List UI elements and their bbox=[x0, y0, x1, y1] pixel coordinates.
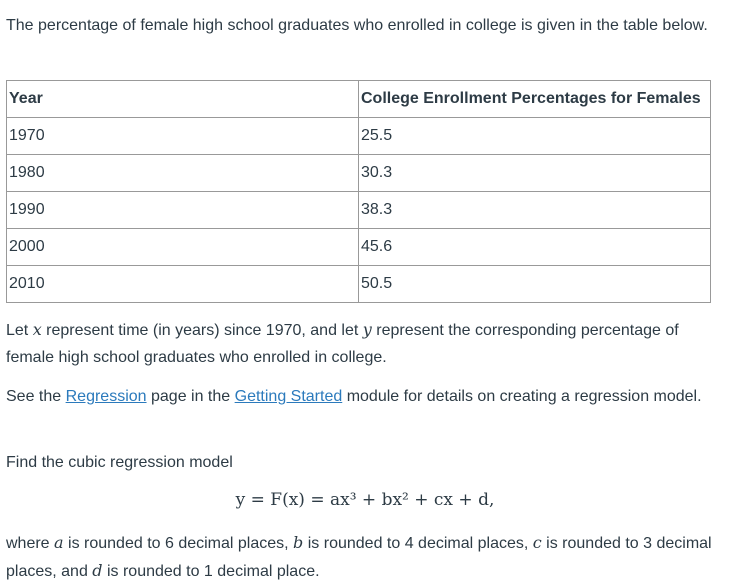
table-row bbox=[7, 155, 711, 192]
text-segment: See the bbox=[6, 388, 66, 405]
see-regression-text bbox=[6, 383, 721, 410]
math-variable-y: y bbox=[362, 320, 372, 339]
cell-year: 1980 bbox=[7, 155, 359, 192]
cell-year: 1970 bbox=[7, 118, 359, 155]
text-segment: module for details on creating a regression model. bbox=[342, 388, 702, 405]
cell-percentage: 38.3 bbox=[359, 192, 711, 229]
cell-year: 1990 bbox=[7, 192, 359, 229]
rounding-instructions-text bbox=[6, 529, 721, 585]
table-row bbox=[7, 266, 711, 303]
getting-started-link[interactable]: Getting Started bbox=[234, 388, 343, 405]
regression-link[interactable]: Regression bbox=[65, 388, 147, 405]
table-row bbox=[7, 192, 711, 229]
header-enrollment: College Enrollment Percentages for Females bbox=[359, 81, 711, 118]
find-model-text: Find the cubic regression model bbox=[6, 454, 233, 471]
math-variable-x: x bbox=[32, 320, 42, 339]
text-segment: is rounded to 3 decimal places, and bbox=[6, 535, 712, 580]
text-segment: Let bbox=[6, 322, 33, 339]
text-segment: represent the corresponding percentage of female high school graduates who enrolled in college. bbox=[6, 322, 679, 366]
cell-year: 2010 bbox=[7, 266, 359, 303]
enrollment-table bbox=[6, 80, 711, 303]
math-variable-b: b bbox=[293, 533, 304, 552]
table-header-row bbox=[7, 81, 711, 118]
math-variable-d: d bbox=[92, 561, 103, 580]
cell-percentage: 50.5 bbox=[359, 266, 711, 303]
table-row bbox=[7, 118, 711, 155]
variable-definition-text bbox=[6, 316, 721, 371]
header-year: Year bbox=[7, 81, 359, 118]
math-variable-a: a bbox=[54, 533, 64, 552]
cell-percentage: 45.6 bbox=[359, 229, 711, 266]
text-segment: is rounded to 4 decimal places, bbox=[303, 535, 533, 552]
text-segment: is rounded to 1 decimal place. bbox=[102, 563, 320, 580]
text-segment: represent time (in years) since 1970, and let bbox=[41, 322, 363, 339]
text-segment: where bbox=[6, 535, 55, 552]
cubic-equation: y = F(x) = ax³ + bx² + cx + d, bbox=[235, 490, 495, 510]
math-variable-c: c bbox=[532, 533, 542, 552]
cell-year: 2000 bbox=[7, 229, 359, 266]
table-row bbox=[7, 229, 711, 266]
cell-percentage: 25.5 bbox=[359, 118, 711, 155]
text-segment: is rounded to 6 decimal places, bbox=[63, 535, 294, 552]
text-segment: page in the bbox=[146, 388, 235, 405]
intro-text: The percentage of female high school graduates who enrolled in college is given in the table below. bbox=[6, 17, 708, 34]
cell-percentage: 30.3 bbox=[359, 155, 711, 192]
